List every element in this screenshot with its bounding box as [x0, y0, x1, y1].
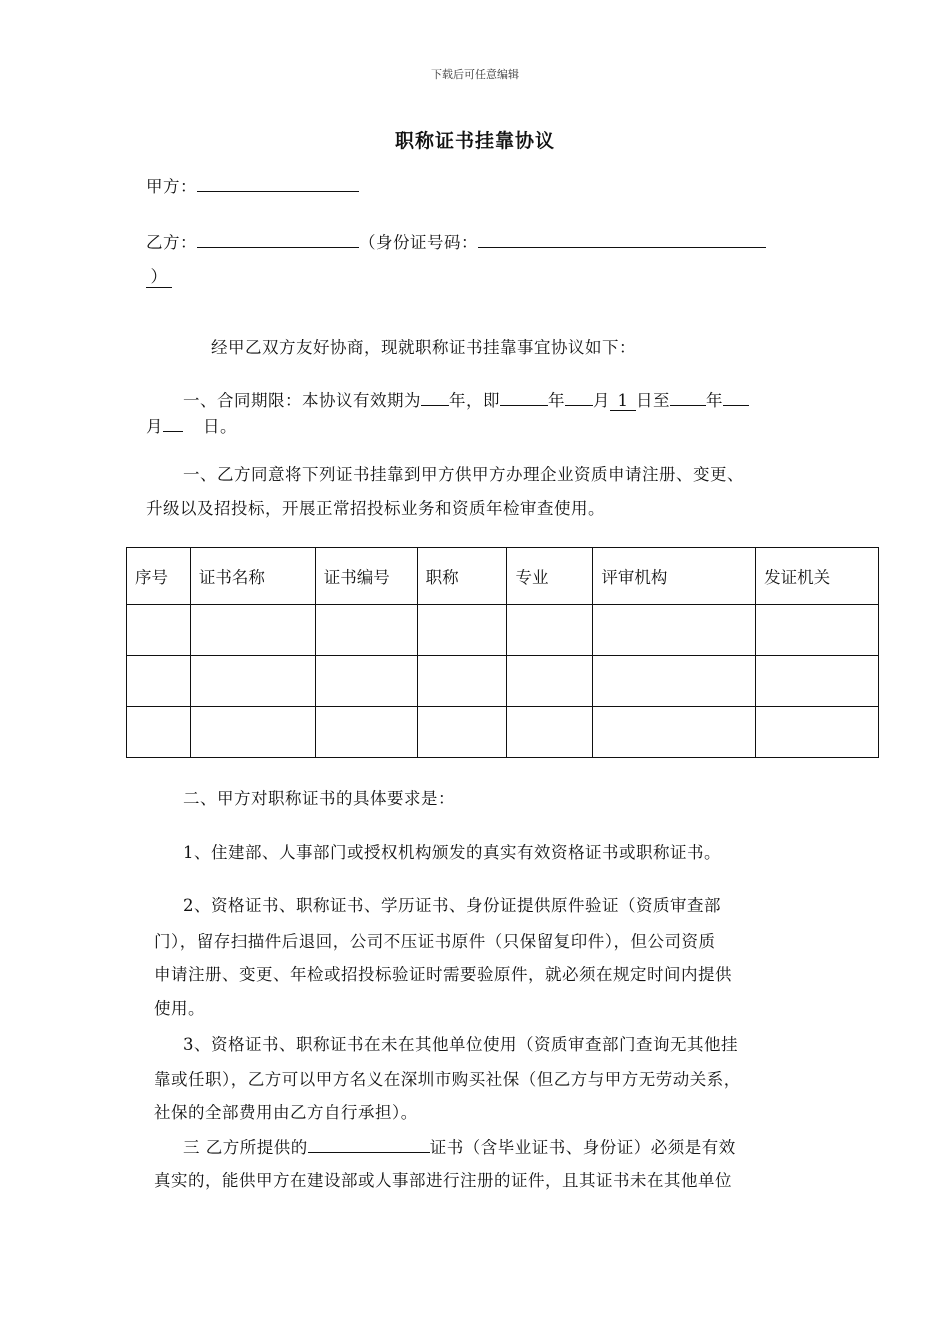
term-month-word2: 月	[146, 417, 163, 436]
start-year-blank	[500, 387, 548, 406]
party-a-label: 甲方：	[146, 177, 197, 196]
table-cell	[315, 707, 417, 758]
table-header-cell: 职称	[417, 548, 507, 605]
party-b-line	[146, 229, 766, 253]
table-cell	[507, 656, 593, 707]
table-cell	[756, 707, 879, 758]
clause-three-prefix: 三 乙方所提供的	[183, 1138, 308, 1157]
clause-two-item-2-line: 2、资格证书、职称证书、学历证书、身份证提供原件验证（资质审查部	[183, 896, 721, 915]
table-cell	[190, 656, 315, 707]
table-cell	[417, 656, 507, 707]
table-header-cell: 发证机关	[756, 548, 879, 605]
end-month-blank-1	[723, 387, 749, 406]
table-row	[127, 707, 879, 758]
clause-two-item-2-line: 使用。	[154, 999, 205, 1018]
party-a-line	[146, 173, 359, 197]
table-cell	[315, 656, 417, 707]
table-cell	[127, 707, 191, 758]
party-b-close: ）	[146, 263, 172, 288]
document-title: 职称证书挂靠协议	[394, 130, 555, 152]
table-header-cell: 证书名称	[190, 548, 315, 605]
clause-two-item-1: 1、住建部、人事部门或授权机构颁发的真实有效资格证书或职称证书。	[183, 843, 721, 862]
table-header-cell: 证书编号	[315, 548, 417, 605]
clause-two-item-2-line: 门），留存扫描件后退回，公司不压证书原件（只保留复印件），但公司资质	[154, 932, 716, 951]
end-year-blank	[670, 387, 706, 406]
table-cell	[593, 707, 756, 758]
table-cell	[593, 656, 756, 707]
party-b-id-blank	[478, 229, 766, 248]
table-header-row	[127, 548, 879, 605]
term-month-word1: 月	[593, 391, 610, 410]
clause-three-blank	[308, 1134, 430, 1153]
end-day-blank	[163, 413, 183, 432]
term-years-blank	[421, 387, 449, 406]
clause-two-heading: 二、甲方对职称证书的具体要求是：	[183, 789, 455, 808]
party-b-close-line	[146, 263, 172, 288]
term-year-word1: 年，即	[449, 391, 500, 410]
term-day-to: 日至	[636, 391, 670, 410]
party-a-blank	[197, 173, 359, 192]
clause-three-suffix: 证书（含毕业证书、身份证）必须是有效	[429, 1138, 736, 1157]
table-cell	[417, 707, 507, 758]
clause-two-item-3-line: 靠或任职），乙方可以甲方名义在深圳市购买社保（但乙方与甲方无劳动关系，	[154, 1070, 741, 1089]
table-row	[127, 656, 879, 707]
clause-one-line-1: 一、乙方同意将下列证书挂靠到甲方供甲方办理企业资质申请注册、变更、	[183, 465, 744, 484]
intro-paragraph: 经甲乙双方友好协商，现就职称证书挂靠事宜协议如下：	[211, 338, 636, 357]
table-cell	[315, 605, 417, 656]
start-month-blank	[565, 387, 593, 406]
table-cell	[593, 605, 756, 656]
table-header-cell: 序号	[127, 548, 191, 605]
term-prefix: 一、合同期限：本协议有效期为	[183, 391, 421, 410]
table-cell	[190, 605, 315, 656]
clause-two-item-3-line: 3、资格证书、职称证书在未在其他单位使用（资质审查部门查询无其他挂	[183, 1035, 738, 1054]
clause-two-item-3-line: 社保的全部费用由乙方自行承担）。	[154, 1103, 418, 1122]
table-cell	[190, 707, 315, 758]
clause-two-item-2-line: 申请注册、变更、年检或招投标验证时需要验原件，就必须在规定时间内提供	[154, 965, 732, 984]
term-line-1	[183, 387, 749, 411]
table-cell	[507, 605, 593, 656]
table-cell	[756, 656, 879, 707]
party-b-label: 乙方：	[146, 233, 197, 252]
clause-three-line-1	[183, 1134, 736, 1158]
term-line-2	[146, 413, 237, 437]
term-year-word2: 年	[548, 391, 565, 410]
table-cell	[127, 656, 191, 707]
header-note: 下载后可任意编辑	[431, 68, 519, 81]
table-cell	[507, 707, 593, 758]
start-day-value: 1	[610, 391, 636, 411]
table-cell	[417, 605, 507, 656]
party-b-id-label: （身份证号码：	[359, 233, 478, 252]
party-b-blank	[197, 229, 359, 248]
clause-three-line-2: 真实的，能供甲方在建设部或人事部进行注册的证件，且其证书未在其他单位	[154, 1171, 732, 1190]
table-cell	[756, 605, 879, 656]
clause-one-line-2: 升级以及招投标，开展正常招投标业务和资质年检审查使用。	[146, 499, 605, 518]
term-day-word: 日。	[203, 417, 237, 436]
term-year-word3: 年	[706, 391, 723, 410]
certificate-table	[126, 547, 879, 758]
table-header-cell: 专业	[507, 548, 593, 605]
table-cell	[127, 605, 191, 656]
table-header-cell: 评审机构	[593, 548, 756, 605]
table-row	[127, 605, 879, 656]
